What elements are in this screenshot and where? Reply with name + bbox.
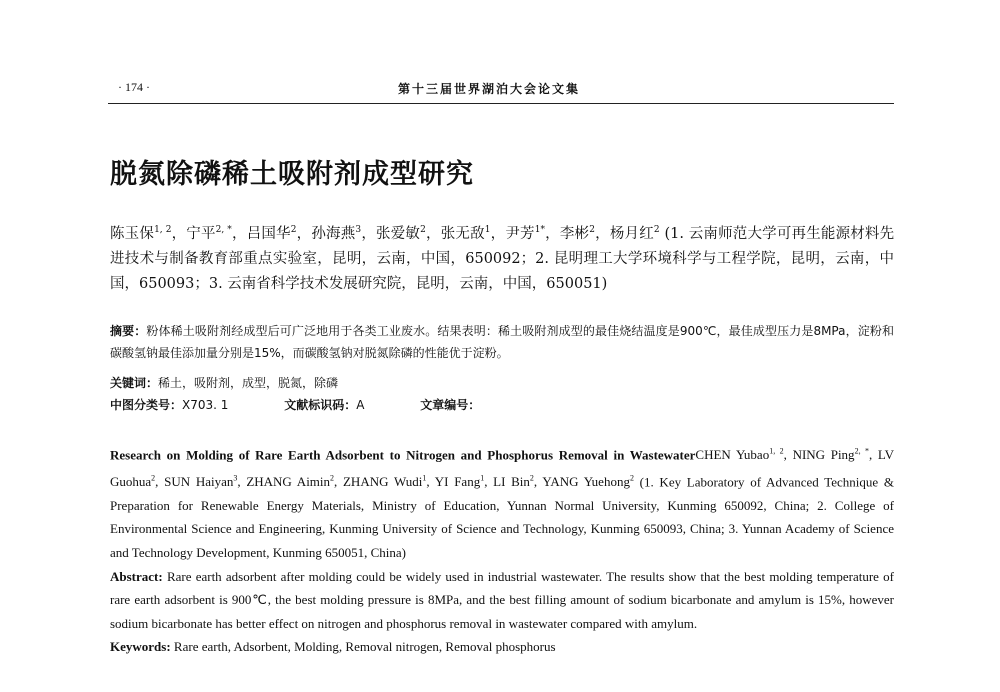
english-abstract-text: Rare earth adsorbent after molding could be widely used in industrial wastewater. The results show that the best molding temperature of rare earth adsorbent is 900℃, the best molding pressure is 8MPa, and the best filling amount of sodium bicarbonate and amylum is 15%, however sodium bicarbonate has better effect on nitrogen and phosphorus removal in wastewater compared with amylum. — [110, 568, 894, 631]
clc-number: 中图分类号：X703. 1 — [110, 398, 229, 412]
header-rule — [108, 103, 894, 104]
author: ZHANG Wudi$^1$, — [342, 473, 430, 490]
journal-title: 第十三届世界湖泊大会论文集 — [398, 82, 581, 96]
document-code: 文献标识码：A — [284, 398, 365, 412]
chinese-metadata — [110, 372, 894, 416]
author: SUN Haiyan$^3$, — [164, 473, 241, 490]
author: CHEN Yubao$^{1, 2}$, — [695, 447, 787, 463]
abstract-text: 粉体稀土吸附剂经成型后可广泛地用于各类工业废水。结果表明：稀土吸附剂成型的最佳烧结温度是900℃，最佳成型压力是8MPa，淀粉和碳酸氢钠最佳添加量分别是15%，而碳酸氢钠对脱氮除磷的性能优于淀粉。 — [110, 324, 894, 360]
keywords-label: 关键词： — [110, 376, 159, 390]
chinese-title: 脱氮除磷稀土吸附剂成型研究 — [110, 159, 474, 190]
author: 张无敌$^1$， — [440, 225, 506, 242]
chinese-author-list — [110, 226, 664, 242]
author: 宁平$^{2, *}$， — [186, 225, 247, 242]
page-number: · 174 · — [118, 80, 150, 94]
author: 孙海燕$^3$， — [311, 225, 377, 242]
english-keywords-label: Keywords: — [110, 639, 171, 655]
english-keywords-text: Rare earth, Adsorbent, Molding, Removal nitrogen, Removal phosphorus — [173, 639, 556, 655]
author: NING Ping$^{2, *}$, — [792, 447, 873, 463]
author: LI Bin$^2$, — [493, 473, 538, 490]
classification-line — [110, 394, 894, 416]
english-abstract-label: Abstract: — [110, 568, 163, 584]
author: YI Fang$^1$, — [434, 473, 488, 490]
english-title: Research on Molding of Rare Earth Adsorbent to Nitrogen and Phosphorus Removal in Wastewater — [110, 447, 696, 463]
chinese-author-block — [110, 218, 894, 297]
chinese-affiliations: (1. 云南师范大学可再生能源材料先进技术与制备教育部重点实验室，昆明，云南，中国，650092；2. 昆明理工大学环境科学与工程学院，昆明，云南，中国，650093；3. 云南省科学技术发展研究院，昆明，云南，中国，650051) — [110, 225, 895, 292]
author: YANG Yuehong$^2$ — [542, 473, 634, 490]
author: 张爱敏$^2$， — [376, 225, 441, 242]
author: 陈玉保$^{1, 2}$， — [110, 225, 187, 242]
author: 李彬$^2$， — [559, 225, 610, 242]
english-affiliations: (1. Key Laboratory of Advanced Technique & Preparation for Renewable Energy Materials, Ministry of Education, Yunnan Normal University, Kunming 650092, China; 2. College of Environmental Science and Engineering, Kunming University of Science and Technology, Kunming 650093, China; 3. Yunnan Academy of Science and Technology Development, Kunming 650051, China) — [110, 474, 894, 561]
running-header — [108, 78, 894, 100]
english-block — [110, 440, 894, 659]
author: ZHANG Aimin$^2$, — [246, 473, 338, 490]
author: 杨月红$^2$ — [609, 225, 660, 242]
author: 吕国华$^2$， — [246, 225, 312, 242]
abstract-label: 摘要： — [110, 324, 147, 338]
keywords-text: 稀土，吸附剂，成型，脱氮，除磷 — [158, 376, 339, 390]
author: LV Guohua$^2$, — [110, 447, 895, 490]
keywords-line — [110, 372, 894, 394]
article-number: 文章编号： — [420, 398, 481, 412]
author: 尹芳$^{1*}$， — [505, 225, 560, 242]
chinese-abstract — [110, 320, 894, 364]
